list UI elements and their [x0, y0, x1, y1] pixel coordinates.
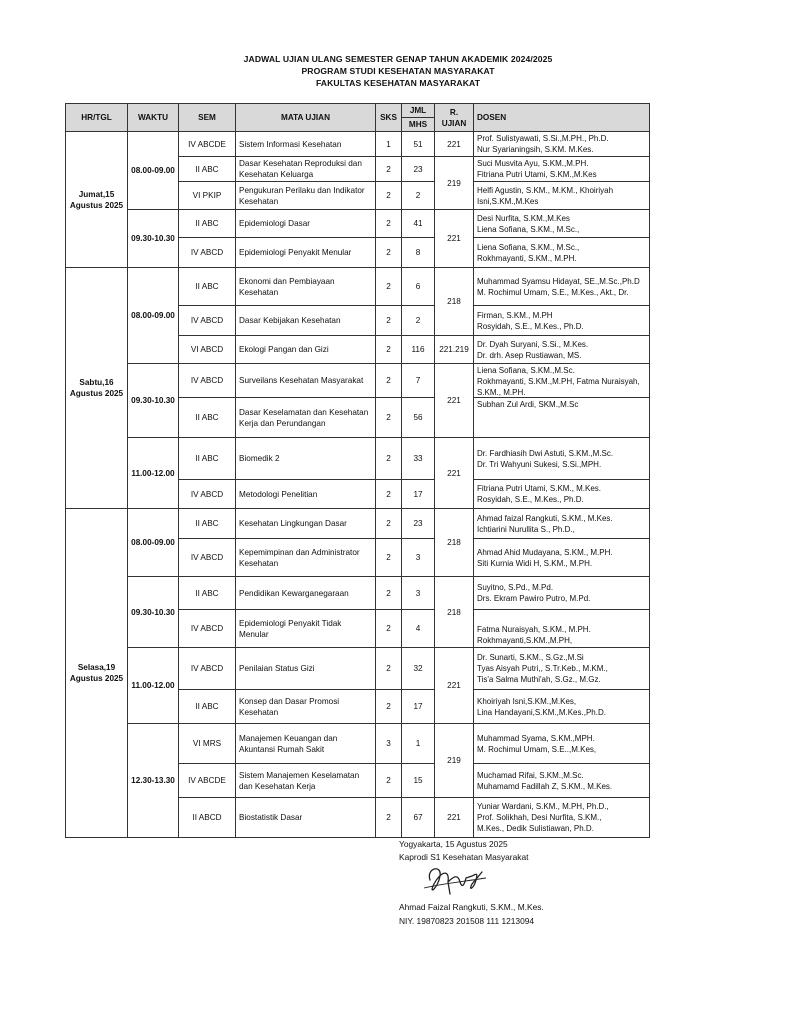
lecturer-cell: [474, 798, 650, 838]
lecturer-name: Dr. Tri Wahyuni Sukesi, S.Si.,MPH.: [477, 459, 602, 469]
sks-cell: 2: [376, 764, 402, 798]
lecturer-cell: [474, 610, 650, 648]
sks-cell: 2: [376, 648, 402, 690]
lecturer-name: Rosyidah, S.E., M.Kes., Ph.D.: [477, 495, 584, 504]
lecturer-cell: [474, 268, 650, 306]
day-cell: Selasa,19 Agustus 2025: [66, 509, 128, 838]
signer-name: Ahmad Faizal Rangkuti, S.KM., M.Kes.: [399, 902, 544, 912]
sks-cell: 2: [376, 182, 402, 210]
subject-cell: Kepemimpinan dan Administrator Kesehatan: [236, 539, 376, 577]
lecturer-cell: Subhan Zul Ardi, SKM.,M.Sc: [474, 398, 650, 438]
lecturer-name: Desi Nurfita, S.KM.,M.Kes: [477, 213, 570, 223]
time-cell: 08.00-09.00: [128, 268, 179, 364]
subject-cell: Pengukuran Perilaku dan Indikator Kesehatan: [236, 182, 376, 210]
lecturer-name: M. Rochimul Umam, S.E., M.Kes., Akt., Dr.: [477, 287, 629, 297]
subject-cell: Dasar Keselamatan dan Kesehatan Kerja dan Perundangan: [236, 398, 376, 438]
subject-cell: Penilaian Status Gizi: [236, 648, 376, 690]
mhs-cell: 41: [402, 210, 435, 238]
col-sem: SEM: [179, 104, 236, 132]
table-row: [66, 364, 650, 398]
lecturer-name: Dr. drh. Asep Rustiawan, MS.: [477, 350, 582, 360]
subject-cell: Kesehatan Lingkungan Dasar: [236, 509, 376, 539]
lecturer-name: Tyas Aisyah Putri,, S.Tr.Keb., M.KM.,: [477, 664, 608, 673]
mhs-cell: 2: [402, 306, 435, 336]
time-cell: 08.00-09.00: [128, 509, 179, 577]
mhs-cell: 15: [402, 764, 435, 798]
room-cell: 221: [435, 798, 474, 838]
mhs-cell: 23: [402, 157, 435, 182]
lecturer-name: Khoiriyah Isni,S.KM.,M.Kes,: [477, 696, 577, 706]
col-sks: SKS: [376, 104, 402, 132]
lecturer-name: Ahmad Ahid Mudayana, S.KM., M.PH.: [477, 547, 613, 557]
table-row: [66, 268, 650, 306]
sks-cell: 2: [376, 238, 402, 268]
sem-cell: II ABC: [179, 577, 236, 610]
lecturer-name: Rokhmayanti, S.KM.,M.PH, Fatma Nuraisyah, S.KM., M.PH.: [477, 377, 640, 396]
sem-cell: IV ABCD: [179, 480, 236, 509]
sem-cell: IV ABCD: [179, 539, 236, 577]
subject-cell: Epidemiologi Penyakit Menular: [236, 238, 376, 268]
lecturer-name: Ichtiarini Nurullita S., Ph.D.,: [477, 524, 575, 534]
subject-cell: Epidemiologi Penyakit Tidak Menular: [236, 610, 376, 648]
lecturer-cell: [474, 336, 650, 364]
signer-position: Kaprodi S1 Kesehatan Masyarakat: [399, 852, 529, 862]
mhs-cell: 51: [402, 132, 435, 157]
sem-cell: IV ABCDE: [179, 132, 236, 157]
mhs-cell: 8: [402, 238, 435, 268]
lecturer-name: Muhammad Syama, S.KM.,MPH.: [477, 733, 595, 743]
lecturer-cell: [474, 509, 650, 539]
lecturer-name: Prof. Sulistyawati, S.Si.,M.PH., Ph.D.: [477, 134, 609, 143]
time-cell: 11.00-12.00: [128, 648, 179, 724]
mhs-cell: 3: [402, 539, 435, 577]
lecturer-cell: [474, 690, 650, 724]
subject-cell: Epidemiologi Dasar: [236, 210, 376, 238]
subject-cell: Pendidikan Kewarganegaraan: [236, 577, 376, 610]
subject-cell: Metodologi Penelitian: [236, 480, 376, 509]
lecturer-name: Muhammad Syamsu Hidayat, SE.,M.Sc.,Ph.D: [477, 276, 640, 286]
room-cell: 221: [435, 364, 474, 438]
sks-cell: 2: [376, 306, 402, 336]
lecturer-name: Dr. Dyah Suryani, S.Si., M.Kes.: [477, 339, 589, 349]
time-cell: 09.30-10.30: [128, 577, 179, 648]
mhs-cell: 23: [402, 509, 435, 539]
sks-cell: 2: [376, 690, 402, 724]
lecturer-name: Suyitno, S.Pd., M.Pd.: [477, 583, 554, 592]
lecturer-name: Suci Musvita Ayu, S.KM.,M.PH.: [477, 159, 589, 168]
col-dosen: DOSEN: [474, 104, 650, 132]
lecturer-name: Prof. Solikhah, Desi Nurfita, S.KM.,: [477, 813, 602, 822]
lecturer-cell: [474, 132, 650, 157]
sem-cell: II ABC: [179, 210, 236, 238]
subject-cell: Biostatistik Dasar: [236, 798, 376, 838]
table-row: [66, 648, 650, 690]
room-cell: 218: [435, 509, 474, 577]
mhs-cell: 33: [402, 438, 435, 480]
lecturer-name: Firman, S.KM., M.PH: [477, 310, 553, 320]
lecturer-name: Fitriana Putri Utami, S.KM., M.Kes.: [477, 484, 602, 493]
lecturer-cell: [474, 210, 650, 238]
sem-cell: VI MRS: [179, 724, 236, 764]
day-cell: Sabtu,16 Agustus 2025: [66, 268, 128, 509]
sem-cell: VI PKIP: [179, 182, 236, 210]
document-header: [0, 53, 796, 89]
table-row: [66, 438, 650, 480]
lecturer-cell: [474, 438, 650, 480]
table-row: [66, 132, 650, 157]
room-cell: 218: [435, 577, 474, 648]
mhs-cell: 17: [402, 480, 435, 509]
day-cell: Jumat,15 Agustus 2025: [66, 132, 128, 268]
mhs-cell: 2: [402, 182, 435, 210]
lecturer-cell: [474, 577, 650, 610]
room-cell: 221.219: [435, 336, 474, 364]
sks-cell: 2: [376, 268, 402, 306]
signer-niy: NIY. 19870823 201508 111 1213094: [399, 916, 535, 926]
title-line-1: JADWAL UJIAN ULANG SEMESTER GENAP TAHUN AKADEMIK 2024/2025: [243, 54, 553, 64]
table-row: [66, 577, 650, 610]
sem-cell: IV ABCD: [179, 306, 236, 336]
time-cell: 08.00-09.00: [128, 132, 179, 210]
lecturer-name: Yuniar Wardani, S.KM., M.PH, Ph.D.,: [477, 802, 609, 811]
time-cell: 11.00-12.00: [128, 438, 179, 509]
lecturer-name: M.Kes., Dedik Sulistiawan, Ph.D.: [477, 824, 594, 833]
lecturer-name: M. Rochimul Umam, S.E..,M.Kes,: [477, 744, 597, 754]
lecturer-name: Liena Sofiana, S.KM., M.Sc.,: [477, 224, 580, 234]
lecturer-cell: Helfi Agustin, S.KM., M.KM., Khoiriyah Isni,S.KM.,M.Kes: [474, 182, 650, 210]
mhs-cell: 4: [402, 610, 435, 648]
subject-cell: Ekologi Pangan dan Gizi: [236, 336, 376, 364]
col-waktu: WAKTU: [128, 104, 179, 132]
mhs-cell: 116: [402, 336, 435, 364]
lecturer-name: Dr. Sunarti, S.KM., S.Gz.,M.Si: [477, 653, 584, 662]
table-row: [66, 210, 650, 238]
sem-cell: IV ABCD: [179, 364, 236, 398]
room-cell: 221: [435, 210, 474, 268]
col-mata-ujian: MATA UJIAN: [236, 104, 376, 132]
subject-cell: Konsep dan Dasar Promosi Kesehatan: [236, 690, 376, 724]
sks-cell: 2: [376, 336, 402, 364]
table-row: [66, 509, 650, 539]
mhs-cell: 56: [402, 398, 435, 438]
sks-cell: 2: [376, 480, 402, 509]
sks-cell: 3: [376, 724, 402, 764]
room-cell: 221: [435, 648, 474, 724]
subject-cell: Dasar Kesehatan Reproduksi dan Kesehatan Keluarga: [236, 157, 376, 182]
lecturer-cell: [474, 157, 650, 182]
room-cell: 218: [435, 268, 474, 336]
subject-cell: Ekonomi dan Pembiayaan Kesehatan: [236, 268, 376, 306]
room-cell: 221: [435, 438, 474, 509]
sem-cell: IV ABCD: [179, 238, 236, 268]
sem-cell: II ABCD: [179, 798, 236, 838]
sem-cell: II ABC: [179, 690, 236, 724]
sks-cell: 2: [376, 438, 402, 480]
lecturer-name: Liena Sofiana, S.KM.,M.Sc.: [477, 366, 575, 375]
mhs-cell: 7: [402, 364, 435, 398]
subject-cell: Biomedik 2: [236, 438, 376, 480]
mhs-cell: 3: [402, 577, 435, 610]
sem-cell: VI ABCD: [179, 336, 236, 364]
lecturer-name: Dr. Fardhiasih Dwi Astuti, S.KM.,M.Sc.: [477, 448, 614, 458]
sks-cell: 2: [376, 539, 402, 577]
lecturer-cell: [474, 480, 650, 509]
sem-cell: II ABC: [179, 438, 236, 480]
lecturer-cell: [474, 539, 650, 577]
mhs-cell: 17: [402, 690, 435, 724]
title-line-2: PROGRAM STUDI KESEHATAN MASYARAKAT: [301, 66, 495, 76]
sem-cell: II ABC: [179, 398, 236, 438]
signer-details: [399, 900, 544, 928]
handwritten-signature: [420, 858, 490, 902]
sks-cell: 2: [376, 798, 402, 838]
lecturer-name: Rokhmayanti,S.KM.,M.PH,: [477, 636, 573, 645]
lecturer-name: Lina Handayani,S.KM.,M.Kes.,Ph.D.: [477, 707, 606, 717]
sks-cell: 1: [376, 132, 402, 157]
lecturer-name: Fatma Nuraisyah, S.KM., M.PH.: [477, 625, 591, 634]
lecturer-name: Drs. Ekram Pawiro Putro, M.Pd.: [477, 594, 591, 603]
lecturer-cell: [474, 238, 650, 268]
sks-cell: 2: [376, 577, 402, 610]
mhs-cell: 67: [402, 798, 435, 838]
sem-cell: II ABC: [179, 509, 236, 539]
lecturer-name: Nur Syarianingsih, S.KM. M.Kes.: [477, 145, 594, 154]
lecturer-cell: [474, 364, 650, 398]
col-jml: JML: [402, 104, 435, 118]
lecturer-name: Liena Sofiana, S.KM., M.Sc.,: [477, 242, 580, 252]
mhs-cell: 32: [402, 648, 435, 690]
time-cell: 12.30-13.30: [128, 724, 179, 838]
subject-cell: Manajemen Keuangan dan Akuntansi Rumah Sakit: [236, 724, 376, 764]
col-r-ujian: R. UJIAN: [435, 104, 474, 132]
table-row: [66, 724, 650, 764]
place-date: Yogyakarta, 15 Agustus 2025: [399, 839, 508, 849]
lecturer-cell: [474, 764, 650, 798]
room-cell: 219: [435, 157, 474, 210]
mhs-cell: 1: [402, 724, 435, 764]
subject-cell: Surveilans Kesehatan Masyarakat: [236, 364, 376, 398]
lecturer-cell: [474, 648, 650, 690]
sks-cell: 2: [376, 157, 402, 182]
lecturer-name: Muchamad Rifai, S.KM.,M.Sc.: [477, 770, 584, 780]
sem-cell: IV ABCD: [179, 610, 236, 648]
room-cell: 221: [435, 132, 474, 157]
exam-schedule-table: [65, 103, 650, 838]
lecturer-name: Siti Kurnia Widi H, S.KM., M.PH.: [477, 558, 593, 568]
sks-cell: 2: [376, 364, 402, 398]
subject-cell: Sistem Manajemen Keselamatan dan Kesehatan Kerja: [236, 764, 376, 798]
col-hr-tgl: HR/TGL: [66, 104, 128, 132]
sks-cell: 2: [376, 398, 402, 438]
subject-cell: Dasar Kebijakan Kesehatan: [236, 306, 376, 336]
subject-cell: Sistem Informasi Kesehatan: [236, 132, 376, 157]
sks-cell: 2: [376, 210, 402, 238]
sem-cell: IV ABCDE: [179, 764, 236, 798]
sem-cell: II ABC: [179, 268, 236, 306]
lecturer-name: Muhamamd Fadillah Z, S.KM., M.Kes.: [477, 781, 613, 791]
lecturer-name: Rosyidah, S.E., M.Kes., Ph.D.: [477, 321, 584, 331]
lecturer-name: Tis'a Salma Muthi'ah, S.Gz., M.Gz.: [477, 675, 601, 684]
lecturer-name: Rokhmayanti, S.KM., M.PH.: [477, 253, 577, 263]
time-cell: 09.30-10.30: [128, 364, 179, 438]
sks-cell: 2: [376, 509, 402, 539]
sem-cell: II ABC: [179, 157, 236, 182]
col-mhs: MHS: [402, 118, 435, 132]
room-cell: 219: [435, 724, 474, 798]
mhs-cell: 6: [402, 268, 435, 306]
time-cell: 09.30-10.30: [128, 210, 179, 268]
lecturer-name: Ahmad faizal Rangkuti, S.KM., M.Kes.: [477, 513, 613, 523]
lecturer-cell: [474, 724, 650, 764]
lecturer-cell: [474, 306, 650, 336]
lecturer-name: Fitriana Putri Utami, S.KM.,M.Kes: [477, 170, 597, 179]
sks-cell: 2: [376, 610, 402, 648]
sem-cell: IV ABCD: [179, 648, 236, 690]
title-line-3: FAKULTAS KESEHATAN MASYARAKAT: [315, 78, 481, 88]
